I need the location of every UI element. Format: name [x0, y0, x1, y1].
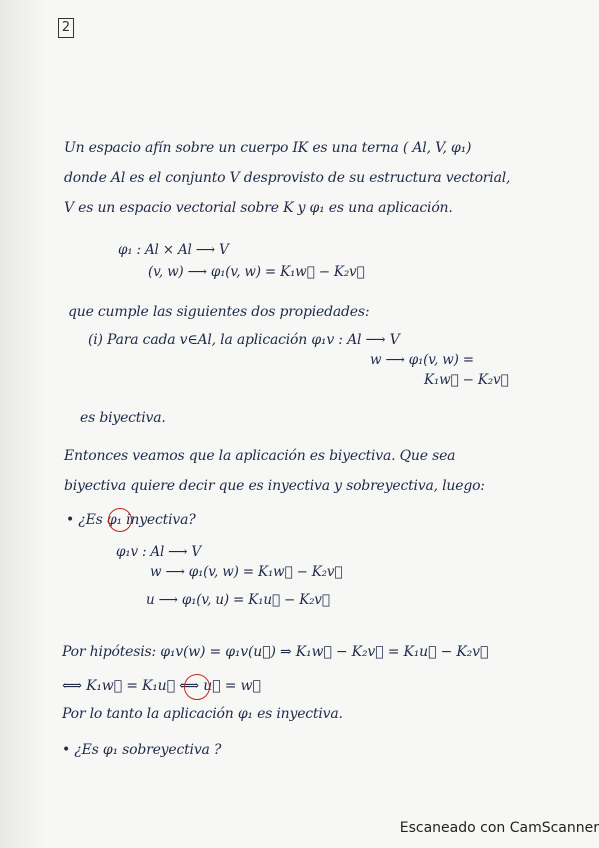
question-inyectiva: • ¿Es φ₁ inyectiva?: [66, 512, 196, 528]
question-sobreyectiva: • ¿Es φ₁ sobreyectiva ?: [62, 742, 222, 758]
red-annotation-circle-iff: [184, 674, 210, 700]
property-i-formula-line: K₁w⃗ − K₂v⃗: [424, 372, 509, 388]
text-line-2: donde Al es el conjunto V desprovisto de su estructura vectorial,: [64, 170, 511, 186]
map-u-line: u ⟶ φ₁(v, u) = K₁u⃗ − K₂v⃗: [146, 592, 330, 608]
red-annotation-circle-phi: [108, 508, 132, 532]
page-number-box: 2: [58, 18, 74, 38]
map-definition-line: φ₁ : Al × Al ⟶ V: [118, 242, 229, 258]
map-w-line: w ⟶ φ₁(v, w) = K₁w⃗ − K₂v⃗: [150, 564, 343, 580]
text-line-entonces: Entonces veamos que la aplicación es biyectiva. Que sea: [64, 448, 456, 464]
map-formula-line: (v, w) ⟶ φ₁(v, w) = K₁w⃗ − K₂v⃗: [148, 264, 365, 280]
map-phi-v-line: φ₁v : Al ⟶ V: [116, 544, 201, 560]
text-line-3: V es un espacio vectorial sobre K y φ₁ es una aplicación.: [64, 200, 453, 216]
text-line-biyectiva: es biyectiva.: [80, 410, 166, 426]
property-i-line: (i) Para cada v∈Al, la aplicación φ₁v : Al ⟶ V: [88, 332, 400, 348]
text-line-equivalence: ⟺ K₁w⃗ = K₁u⃗ ⟺ u⃗ = w⃗: [62, 678, 261, 694]
property-i-map-line: w ⟶ φ₁(v, w) =: [370, 352, 474, 368]
text-line-hipotesis: Por hipótesis: φ₁v(w) = φ₁v(u⃗) ⇒ K₁w⃗ − K₂v⃗ = K₁u⃗ − K₂v⃗: [62, 644, 489, 660]
text-line-conclusion: Por lo tanto la aplicación φ₁ es inyectiva.: [62, 706, 343, 722]
page-edge-shadow: [0, 0, 46, 848]
text-line-quiere-decir: biyectiva quiere decir que es inyectiva y sobreyectiva, luego:: [64, 478, 485, 494]
text-line-1: Un espacio afín sobre un cuerpo IK es una terna ( Al, V, φ₁): [64, 140, 472, 156]
text-line-properties: que cumple las siguientes dos propiedades:: [68, 304, 370, 320]
scanner-watermark: Escaneado con CamScanner: [399, 820, 599, 836]
